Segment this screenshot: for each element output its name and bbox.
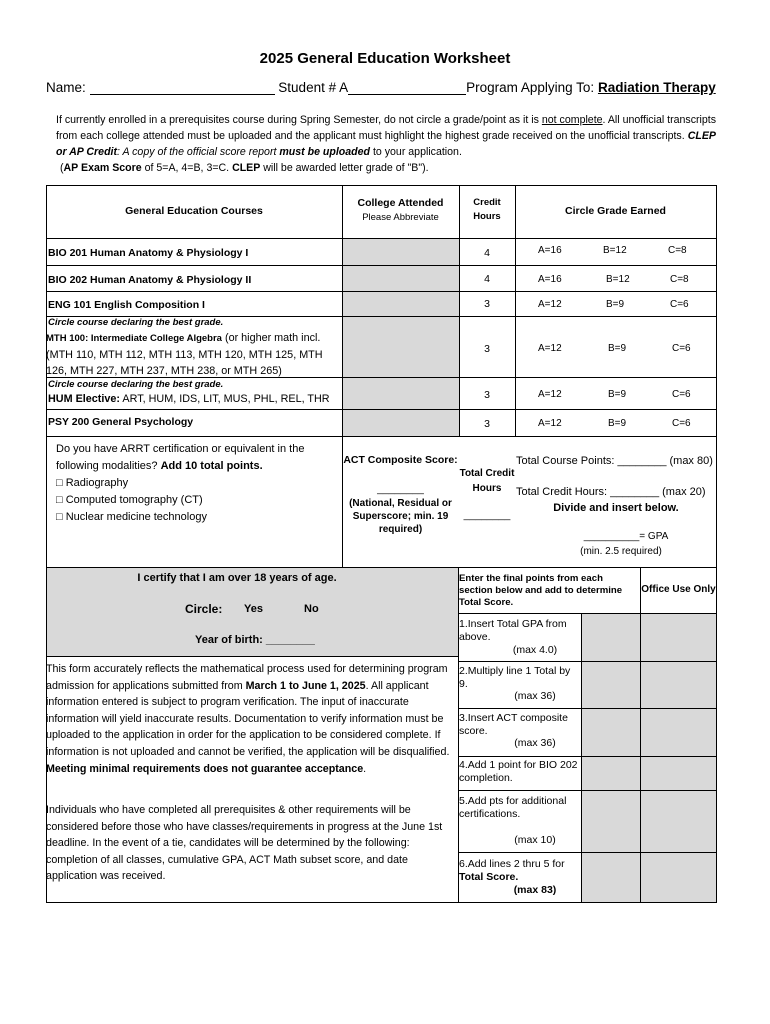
grade-a[interactable]: A=12 xyxy=(538,343,562,354)
score-step-6-max: (max 83) xyxy=(513,884,557,896)
student-number-field[interactable] xyxy=(348,80,466,95)
credit-hours: 4 xyxy=(484,273,490,285)
total-credit-hours[interactable]: Total Credit Hours: ________ (max 20) xyxy=(516,486,706,498)
credit-hours: 4 xyxy=(484,247,490,259)
act-score-field[interactable]: ________ xyxy=(377,483,424,495)
row-divider xyxy=(46,656,458,657)
arrt-question-text: Do you have ARRT certification or equivalent in the following modalities? xyxy=(56,443,305,472)
grade-b[interactable]: B=9 xyxy=(608,343,627,354)
header-grade: Circle Grade Earned xyxy=(565,205,666,217)
grade-b[interactable]: B=9 xyxy=(608,418,627,429)
header-hours: Hours xyxy=(473,211,501,222)
birth-year-field[interactable]: Year of birth: ________ xyxy=(195,634,315,646)
name-field[interactable] xyxy=(90,80,275,95)
row-divider xyxy=(46,409,717,410)
grade-c[interactable]: C=6 xyxy=(672,343,691,354)
score-step-6-text: 6.Add lines 2 thru 5 for xyxy=(459,858,565,870)
row-divider xyxy=(46,265,717,266)
course-name: BIO 201 Human Anatomy & Physiology I xyxy=(48,247,249,259)
grade-a[interactable]: A=12 xyxy=(538,389,562,400)
divide-instruction: Divide and insert below. xyxy=(553,502,679,514)
office-use-header: Office Use Only xyxy=(641,584,716,595)
score-step-4: 4.Add 1 point for BIO 202 completion. xyxy=(459,759,578,784)
table-border xyxy=(46,902,717,903)
gpa-field[interactable]: __________= GPA xyxy=(583,531,669,542)
header-fields xyxy=(46,80,716,95)
credit-hours: 3 xyxy=(484,343,490,355)
intro-text: . All unofficial transcripts from each college attended must be uploaded and the applicant must highlight the highest grade received on the unofficial transcripts. xyxy=(56,114,717,142)
math-course-rest: (or higher math incl. (MTH 110, MTH 112, MTH 113, MTH 120, MTH 125, MTH 126, MTH 227, MTH 237, MTH 238, or MTH 265) xyxy=(46,332,323,377)
scoring-header: Enter the final points from each section below and add to determine Total Score. xyxy=(459,573,623,608)
form-disclaimer xyxy=(46,661,456,777)
grade-c[interactable]: C=6 xyxy=(670,299,689,310)
credit-hours: 3 xyxy=(484,389,490,401)
row-divider xyxy=(458,661,717,662)
certify-yes[interactable]: Yes xyxy=(244,603,263,615)
intro-ap: AP Exam Score xyxy=(63,162,142,174)
row-divider xyxy=(458,756,717,757)
hum-course-rest: ART, HUM, IDS, LIT, MUS, PHL, REL, THR xyxy=(120,393,330,405)
score-step-6-total: Total Score. xyxy=(459,871,519,883)
row-divider xyxy=(458,790,717,791)
table-border xyxy=(46,185,47,903)
course-name: BIO 202 Human Anatomy & Physiology II xyxy=(48,274,252,286)
row-divider xyxy=(458,708,717,709)
header-courses: General Education Courses xyxy=(125,205,263,217)
intro-text: will be awarded letter grade of "B"). xyxy=(260,162,429,174)
arrt-option-nuclear[interactable]: □ Nuclear medicine technology xyxy=(56,511,207,523)
grade-c[interactable]: C=8 xyxy=(670,274,689,285)
intro-text: ( xyxy=(60,162,64,174)
circle-label: Circle: xyxy=(185,602,223,616)
tie-breaker-text: Individuals who have completed all prerequisites & other requirements will be considered before those who have classes/requirements in progress at the June 1st deadline. In the event of a tie, candidates will be determined by the following: completion of all classes, cumulative GPA, ACT Math subset score, and date application was received. xyxy=(46,804,443,883)
course-note: Circle course declaring the best grade. xyxy=(48,379,224,390)
certify-no[interactable]: No xyxy=(304,603,319,615)
arrt-option-ct[interactable]: □ Computed tomography (CT) xyxy=(56,494,203,506)
score-step-5: 5.Add pts for additional certifications. xyxy=(459,795,567,820)
course-name: ENG 101 English Composition I xyxy=(48,299,205,311)
grade-c[interactable]: C=6 xyxy=(672,418,691,429)
program-value[interactable]: Radiation Therapy xyxy=(597,80,716,95)
score-col-1-shade xyxy=(582,614,640,902)
score-step-6 xyxy=(459,858,580,884)
header-credit: Credit xyxy=(473,197,501,208)
course-name-hum xyxy=(48,393,330,405)
row-divider xyxy=(46,291,717,292)
act-note: (National, Residual or Superscore; min. 19 required) xyxy=(349,498,452,535)
col-divider xyxy=(515,185,516,436)
col-divider xyxy=(581,614,582,902)
credit-hours: 3 xyxy=(484,418,490,430)
intro-official: official score report xyxy=(186,146,277,158)
score-step-3-max: (max 36) xyxy=(514,737,556,749)
act-label: ACT Composite Score: xyxy=(343,454,458,466)
disclaimer-text: This form accurately reflects the mathematical process used for determining program admission for applications submitted from xyxy=(46,663,448,692)
row-divider xyxy=(46,436,717,437)
intro-text: : A copy of the xyxy=(117,146,187,158)
instructions xyxy=(56,112,716,176)
student-label: Student # A xyxy=(278,80,349,95)
gpa-min: (min. 2.5 required) xyxy=(580,546,662,557)
row-divider xyxy=(46,567,717,568)
score-step-1-max: (max 4.0) xyxy=(512,644,558,656)
intro-text: If currently enrolled in a prerequisites course during Spring Semester, do not circle a grade/point as it is xyxy=(56,114,542,126)
grade-a[interactable]: A=12 xyxy=(538,299,562,310)
page-title: 2025 General Education Worksheet xyxy=(259,50,511,67)
grade-b[interactable]: B=12 xyxy=(603,245,627,256)
intro-not-complete: not complete xyxy=(541,114,603,126)
grade-a[interactable]: A=16 xyxy=(538,245,562,256)
total-credit-field[interactable]: ________ xyxy=(463,509,511,521)
grade-b[interactable]: B=9 xyxy=(606,299,625,310)
course-name-math xyxy=(46,330,340,379)
program-label: Program Applying To: xyxy=(466,80,595,95)
grade-c[interactable]: C=6 xyxy=(672,389,691,400)
score-step-3: 3.Insert ACT composite score. xyxy=(459,712,568,737)
disclaimer-text: . xyxy=(363,762,367,775)
row-divider xyxy=(458,852,717,853)
grade-a[interactable]: A=12 xyxy=(538,418,562,429)
college-column-shade xyxy=(342,238,459,436)
math-course-bold: MTH 100: Intermediate College Algebra xyxy=(46,333,222,344)
credit-hours: 3 xyxy=(484,298,490,310)
row-divider xyxy=(458,613,717,614)
intro-clep2: CLEP xyxy=(232,162,261,174)
header-college-sub: Please Abbreviate xyxy=(362,212,439,223)
header-college: College Attended xyxy=(357,197,444,209)
score-step-5-max: (max 10) xyxy=(514,834,556,846)
arrt-points: Add 10 total points. xyxy=(160,460,263,472)
arrt-option-radiography[interactable]: □ Radiography xyxy=(56,477,129,489)
grade-b[interactable]: B=9 xyxy=(608,389,627,400)
table-border xyxy=(46,185,717,186)
score-step-2: 2.Multiply line 1 Total by 9. xyxy=(459,665,571,690)
hum-course-bold: HUM Elective: xyxy=(48,393,120,405)
disclaimer-text: . All applicant information entered is subject to program verification. The input of inaccurate information will yield inaccurate results. Documentation to verify information must be uploaded to the application in order for the application to be considered complete. If information is not uploaded and cannot be verified, the application will be disqualified. xyxy=(46,679,450,758)
grade-c[interactable]: C=8 xyxy=(668,245,687,256)
total-credit-label: Total Credit Hours xyxy=(459,468,515,494)
intro-text: of 5=A, 4=B, 3=C. xyxy=(141,162,233,174)
course-name: PSY 200 General Psychology xyxy=(48,416,194,428)
name-label: Name: xyxy=(46,80,86,95)
intro-text: to your application. xyxy=(370,146,462,158)
score-step-2-max: (max 36) xyxy=(514,690,556,702)
total-course-points[interactable]: Total Course Points: ________ (max 80) xyxy=(516,455,713,467)
grade-a[interactable]: A=16 xyxy=(538,274,562,285)
disclaimer-dates: March 1 to June 1, 2025 xyxy=(245,679,366,692)
grade-b[interactable]: B=12 xyxy=(606,274,630,285)
office-col-shade xyxy=(641,614,716,902)
disclaimer-bold: Meeting minimal requirements does not guarantee acceptance xyxy=(46,762,364,775)
score-step-1: 1.Insert Total GPA from above. xyxy=(459,618,567,643)
arrt-question xyxy=(56,441,338,475)
intro-must: must be uploaded xyxy=(276,146,371,158)
intro-clep: CLEP or AP Credit xyxy=(56,130,716,158)
course-note: Circle course declaring the best grade. xyxy=(48,317,224,328)
certify-statement: I certify that I am over 18 years of age. xyxy=(137,572,337,584)
table-border xyxy=(716,185,717,903)
row-divider xyxy=(46,238,717,239)
